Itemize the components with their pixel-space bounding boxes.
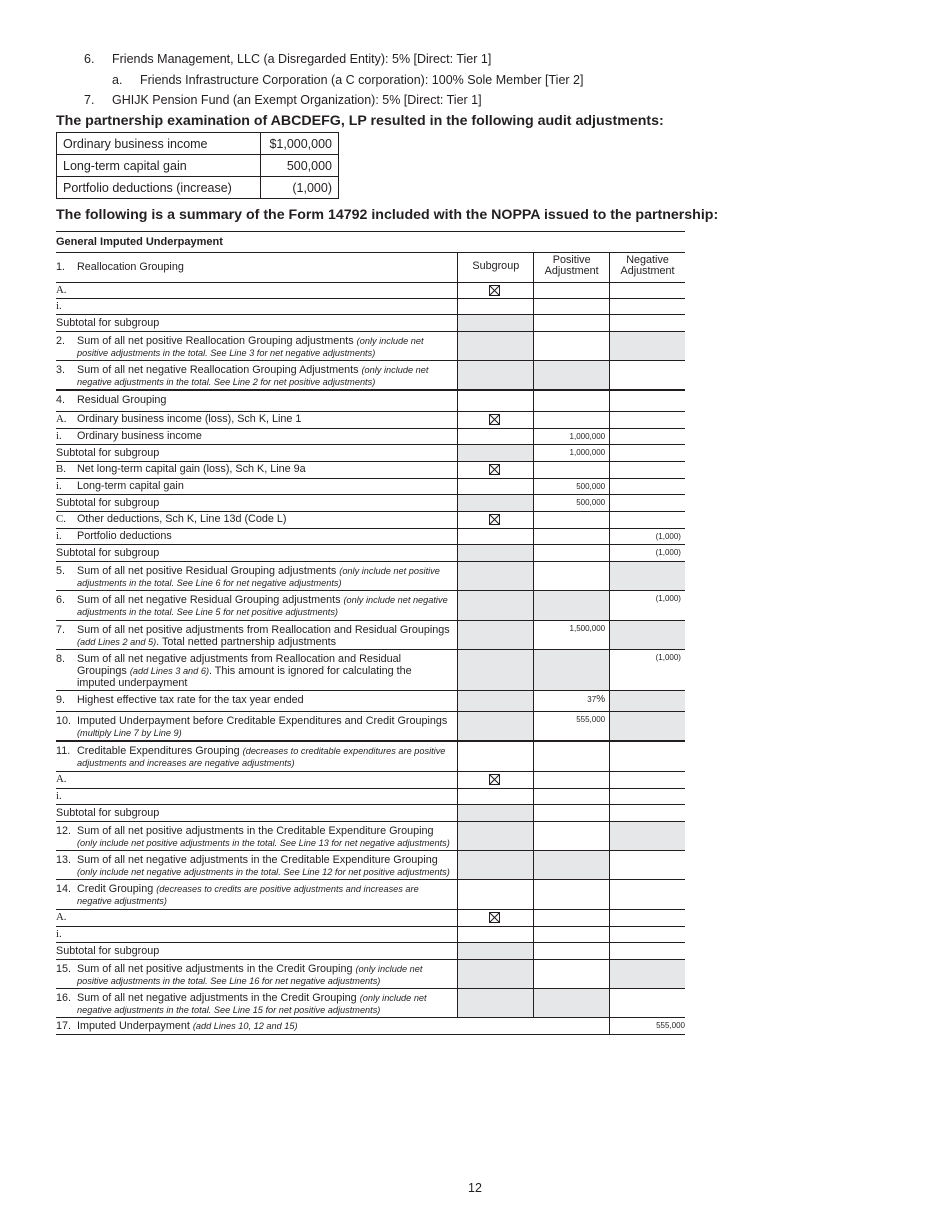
form-summary-heading: The following is a summary of the Form 14792 included with the NOPPA issued to the partnership: <box>56 207 719 223</box>
line-7-row: 7. Sum of all net positive adjustments from Reallocation and Residual Groupings (add Lines 2 and 5). Total netted partnership adjustments 1,500,000 <box>56 621 685 650</box>
subgroup-column-header: Subgroup <box>472 260 520 272</box>
subtotal-row: Subtotal for subgroup (1,000) <box>56 545 685 562</box>
subgroup-checkbox[interactable] <box>489 464 500 475</box>
table-row: Long-term capital gain 500,000 <box>57 155 339 177</box>
item-row: i. <box>56 927 685 943</box>
table-row: Portfolio deductions (increase) (1,000) <box>57 177 339 199</box>
subtotal-row: Subtotal for subgroup <box>56 943 685 960</box>
subgroup-row: C. Other deductions, Sch K, Line 13d (Code L) <box>56 512 685 529</box>
owner-item <box>84 52 492 66</box>
owner-number: 7. <box>84 93 95 107</box>
owner-item <box>84 93 482 107</box>
line-5-row: 5. Sum of all net positive Residual Grouping adjustments (only include net positive adjustments in the total. See Line 6 for net negative adjustments) <box>56 562 685 591</box>
page-number: 12 <box>468 1181 482 1195</box>
line-1-row: 1. Reallocation Grouping Subgroup Positive Adjustment Negative Adjustment <box>56 253 685 283</box>
subgroup-checkbox[interactable] <box>489 514 500 525</box>
line-11-row: 11. Creditable Expenditures Grouping (decreases to creditable expenditures are positive adjustments and increases are negative adjustments) <box>56 742 685 772</box>
adjustments-table <box>56 132 339 199</box>
owner-item <box>112 73 584 87</box>
line-4-row: 4. Residual Grouping <box>56 391 685 412</box>
subgroup-row: B. Net long-term capital gain (loss), Sch K, Line 9a <box>56 462 685 479</box>
audit-heading: The partnership examination of ABCDEFG, LP resulted in the following audit adjustments: <box>56 113 664 129</box>
form-14792-summary <box>56 231 685 1035</box>
line-13-row: 13. Sum of all net negative adjustments in the Creditable Expenditure Grouping (only include net negative adjustments in the total. See Line 12 for net positive adjustments) <box>56 851 685 880</box>
line-9-row: 9. Highest effective tax rate for the tax year ended 37% <box>56 691 685 712</box>
owner-text: GHIJK Pension Fund (an Exempt Organization): 5% [Direct: Tier 1] <box>112 93 482 107</box>
line-10-row: 10. Imputed Underpayment before Creditable Expenditures and Credit Groupings (multiply Line 7 by Line 9) 555,000 <box>56 712 685 742</box>
item-row: i. Ordinary business income 1,000,000 <box>56 429 685 445</box>
item-row: i. <box>56 789 685 805</box>
form-title: General Imputed Underpayment <box>56 231 685 253</box>
line-3-row: 3. Sum of all net negative Reallocation Grouping Adjustments (only include net negative adjustments in the total. See Line 2 for net positive adjustments) <box>56 361 685 391</box>
owner-number: a. <box>112 73 123 87</box>
line-17-row: 17. Imputed Underpayment (add Lines 10, 12 and 15) 555,000 <box>56 1018 685 1035</box>
subgroup-row: A. <box>56 910 685 927</box>
subgroup-checkbox[interactable] <box>489 414 500 425</box>
subgroup-row: A. <box>56 772 685 789</box>
line-2-row: 2. Sum of all net positive Reallocation Grouping adjustments (only include net positive adjustments in the total. See Line 3 for net negative adjustments) <box>56 332 685 361</box>
subtotal-row: Subtotal for subgroup 500,000 <box>56 495 685 512</box>
subtotal-row: Subtotal for subgroup <box>56 315 685 332</box>
item-row: i. <box>56 299 685 315</box>
owner-text: Friends Infrastructure Corporation (a C corporation): 100% Sole Member [Tier 2] <box>140 73 584 87</box>
item-row: i. Long-term capital gain 500,000 <box>56 479 685 495</box>
subgroup-row: A. Ordinary business income (loss), Sch K, Line 1 <box>56 412 685 429</box>
subgroup-checkbox[interactable] <box>489 285 500 296</box>
owner-number: 6. <box>84 52 95 66</box>
line-12-row: 12. Sum of all net positive adjustments in the Creditable Expenditure Grouping (only include net positive adjustments in the total. See Line 13 for net negative adjustments) <box>56 822 685 851</box>
item-row: i. Portfolio deductions (1,000) <box>56 529 685 545</box>
subgroup-checkbox[interactable] <box>489 912 500 923</box>
subtotal-row: Subtotal for subgroup <box>56 805 685 822</box>
line-6-row: 6. Sum of all net negative Residual Grouping adjustments (only include net negative adjustments in the total. See Line 5 for net positive adjustments) (1,000) <box>56 591 685 621</box>
subtotal-row: Subtotal for subgroup 1,000,000 <box>56 445 685 462</box>
subgroup-checkbox[interactable] <box>489 774 500 785</box>
positive-column-header: Positive Adjustment <box>544 254 599 277</box>
line-16-row: 16. Sum of all net negative adjustments in the Credit Grouping (only include net negative adjustments in the total. See Line 15 for net positive adjustments) <box>56 989 685 1018</box>
line-14-row: 14. Credit Grouping (decreases to credits are positive adjustments and increases are negative adjustments) <box>56 880 685 910</box>
line-8-row: 8. Sum of all net negative adjustments from Reallocation and Residual Groupings (add Lines 3 and 6). This amount is ignored for calculating the imputed underpayment (1,000) <box>56 650 685 691</box>
line-15-row: 15. Sum of all net positive adjustments in the Credit Grouping (only include net positive adjustments in the total. See Line 16 for net negative adjustments) <box>56 960 685 989</box>
subgroup-row: A. <box>56 283 685 299</box>
table-row: Ordinary business income $1,000,000 <box>57 133 339 155</box>
owner-text: Friends Management, LLC (a Disregarded Entity): 5% [Direct: Tier 1] <box>112 52 492 66</box>
negative-column-header: Negative Adjustment <box>620 254 675 277</box>
